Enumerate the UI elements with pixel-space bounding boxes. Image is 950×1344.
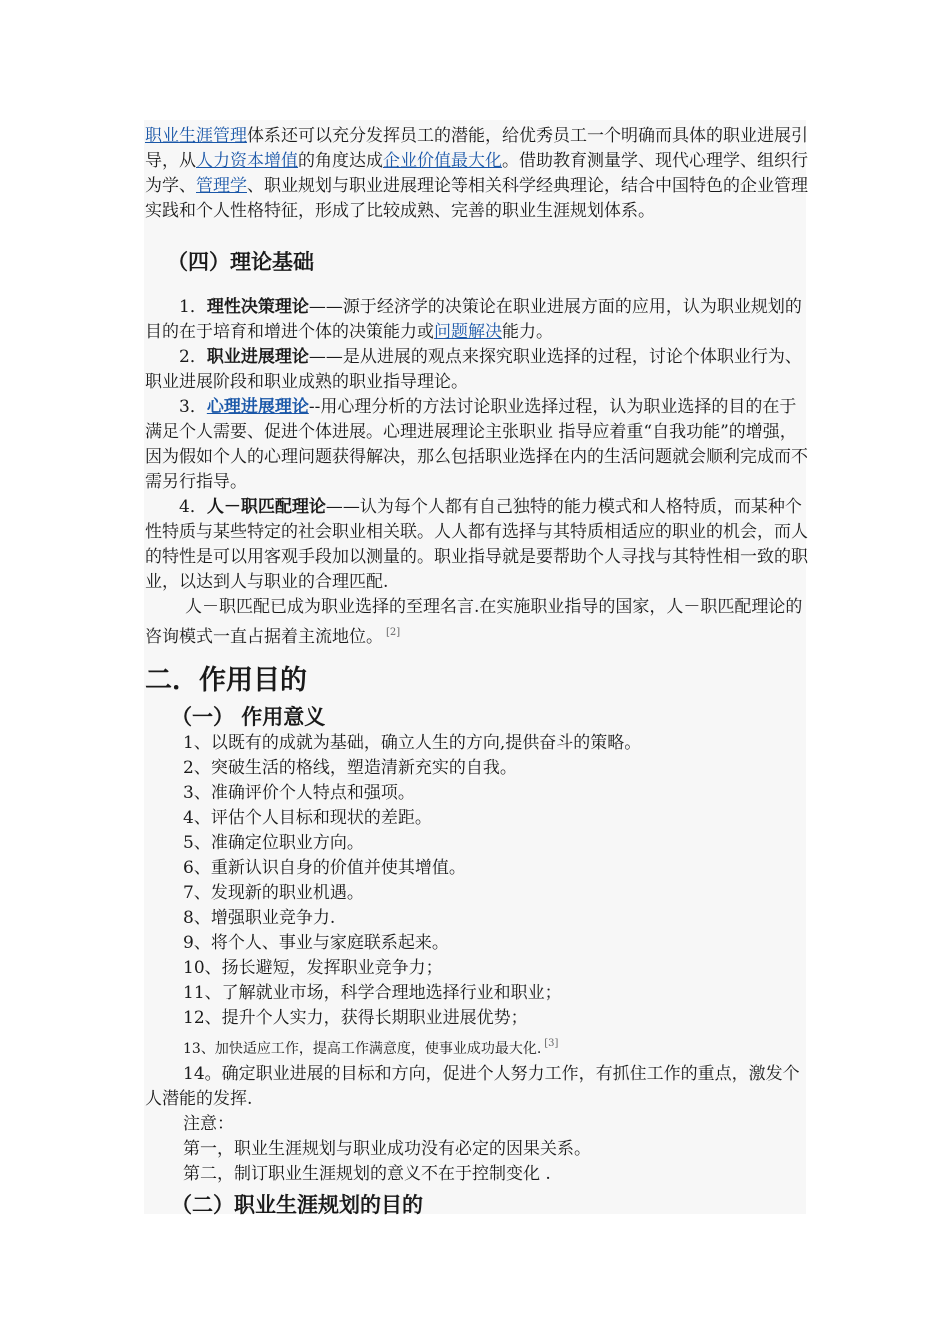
subsection-purpose: （二）职业生涯规划的目的: [171, 1193, 423, 1217]
list-item: 6、重新认识自身的价值并使其增值。: [183, 858, 466, 878]
document-body: [145, 124, 810, 1219]
term-person-job-match: 人－职匹配理论: [206, 497, 326, 517]
link-enterprise-value[interactable]: 企业价值最大化: [383, 151, 502, 171]
note-item: 第二，制订职业生涯规划的意义不在于控制变化 .: [183, 1164, 551, 1184]
list-item: 4、评估个人目标和现状的差距。: [183, 808, 432, 828]
theory-closing: 人－职匹配已成为职业选择的至理名言.在实施职业指导的国家，人－职匹配理论的咨询模式一直占据着主流地位。 [2]: [145, 597, 803, 647]
intro-text-4: 、职业规划与职业进展理论等相关科学经典理论，结合中国特色的企业管理实践和个人性格特征，形成了比较成熟、完善的职业生涯规划体系。: [145, 176, 808, 221]
intro-text-1: 体系还可以充分发挥员工的潜能，给优秀员工一个明确而具体的职业进展引导，从: [145, 126, 808, 171]
intro-text-2: 的角度达成: [298, 151, 383, 171]
theory-item-1: 1．理性决策理论——源于经济学的决策论在职业进展方面的应用，认为职业规划的目的在于培育和增进个体的决策能力或问题解决能力。: [145, 297, 802, 342]
link-human-capital[interactable]: 人力资本增值: [196, 151, 298, 171]
significance-list: [145, 731, 810, 1187]
theory-list: [145, 295, 810, 650]
theory-item-4: 4．人－职匹配理论——认为每个人都有自己独特的能力模式和人格特质，而某种个性特质与某些特定的社会职业相关联。人人都有选择与其特质相适应的职业的机会，而人的特性是可以用客观手段加以测量的。职业指导就是要帮助个人寻找与其特性相一致的职业，以达到人与职业的合理匹配.: [145, 497, 808, 592]
link-career-management[interactable]: 职业生涯管理: [145, 126, 247, 146]
list-item-14: 14。确定职业进展的目标和方向，促进个人努力工作，有抓住工作的重点，激发个人潜能的发挥.: [145, 1064, 800, 1109]
list-item: 1、以既有的成就为基础，确立人生的方向,提供奋斗的策略。: [183, 733, 642, 753]
list-item: 5、准确定位职业方向。: [183, 833, 364, 853]
list-item: 7、发现新的职业机遇。: [183, 883, 364, 903]
note-label: 注意：: [183, 1114, 234, 1134]
list-item: 11、了解就业市场，科学合理地选择行业和职业；: [183, 983, 562, 1003]
list-item: 2、突破生活的格线，塑造清新充实的自我。: [183, 758, 517, 778]
list-item: 12、提升个人实力，获得长期职业进展优势；: [183, 1008, 528, 1028]
note-item: 第一，职业生涯规划与职业成功没有必定的因果关系。: [183, 1139, 591, 1159]
intro-text-3: 。借助教育测量学、现代心理学、组织行为学、: [145, 151, 808, 196]
intro-paragraph: [145, 124, 810, 224]
section2-heading: 二．作用目的: [145, 665, 307, 696]
list-item: 8、增强职业竞争力.: [183, 908, 336, 928]
theory-item-3: 3．心理进展理论--用心理分析的方法讨论职业选择过程，认为职业选择的目的在于满足个人需要、促进个体进展。心理进展理论主张职业 指导应着重“自我功能”的增强，因为假如个人的心理问题获得解决，那么包括职业选择在内的生活问题就会顺利完成而不需另行指导。: [145, 397, 808, 492]
term-rational-decision: 理性决策理论: [206, 297, 309, 317]
list-item: 10、扬长避短，发挥职业竞争力；: [183, 958, 443, 978]
subsection-significance: （一） 作用意义: [171, 705, 326, 729]
link-management-science[interactable]: 管理学: [196, 176, 247, 196]
citation-3[interactable]: [3]: [544, 1038, 559, 1049]
theory-item-2: 2．职业进展理论——是从进展的观点来探究职业选择的过程，讨论个体职业行为、职业进展阶段和职业成熟的职业指导理论。: [145, 347, 802, 392]
link-psych-development[interactable]: 心理进展理论: [206, 397, 309, 417]
list-item: 3、准确评价个人特点和强项。: [183, 783, 415, 803]
term-career-development: 职业进展理论: [206, 347, 309, 367]
citation-2[interactable]: [2]: [386, 627, 401, 638]
list-item-13: 13、加快适应工作，提高工作满意度，使事业成功最大化. [3]: [183, 1038, 559, 1057]
section4-heading: （四）理论基础: [167, 250, 314, 274]
link-problem-solving[interactable]: 问题解决: [434, 322, 502, 342]
list-item: 9、将个人、事业与家庭联系起来。: [183, 933, 449, 953]
